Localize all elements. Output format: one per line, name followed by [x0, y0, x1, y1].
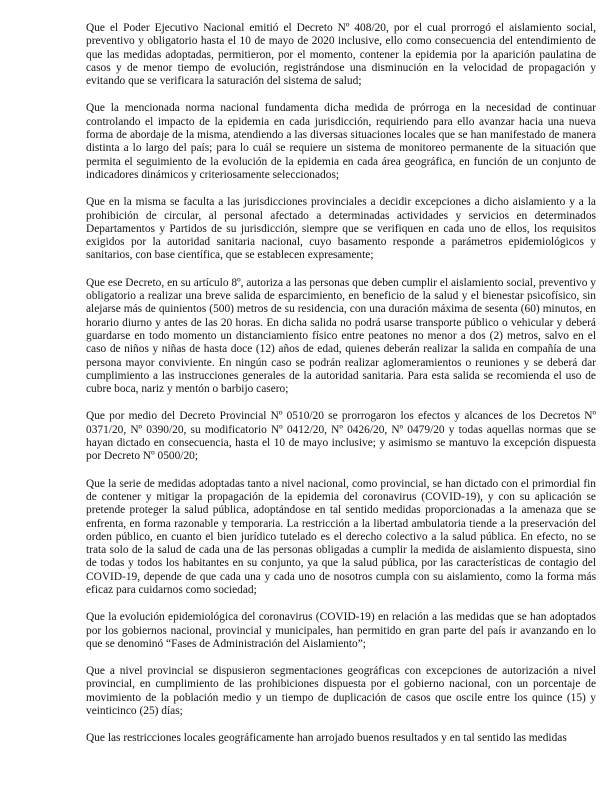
- paragraph-articulo-8: Que ese Decreto, en su artículo 8º, autoriza a las personas que deben cumplir el aislamiento social, preventivo y obligatorio a realizar una breve salida de esparcimiento, en beneficio de la salud y el bienestar psicofísico, sin alejarse más de quinientos (500) metros de su residencia, con una duración máxima de sesenta (60) minutos, en horario diurno y antes de las 20 horas. En dicha salida no podrá usarse transporte público o vehicular y deberá guardarse en todo momento un distanciamiento físico entre peatones no menor a dos (2) metros, salvo en el caso de niños y niñas de hasta doce (12) años de edad, quienes deberán realizar la salida en compañía de una persona mayor conviviente. En ningún caso se podrán realizar aglomeramientos o reuniones y se deberá dar cumplimiento a las instrucciones generales de la autoridad sanitaria. Para esta salida se recomienda el uso de cubre boca, nariz y mentón o barbijo casero;: [86, 276, 596, 396]
- paragraph-evolucion-epidemiologica: Que la evolución epidemiológica del coronavirus (COVID-19) en relación a las medidas que se han adoptados por los gobiernos nacional, provincial y municipales, han permitido en gran parte del país ir avanzando en lo que se denominó “Fases de Administración del Aislamiento”;: [86, 611, 596, 650]
- paragraph-medidas-adoptadas: Que la serie de medidas adoptadas tanto a nivel nacional, como provincial, se han dictado con el primordial fin de contener y mitigar la propagación de la epidemia del coronavirus (COVID-19), y con su aplicación se pretende proteger la salud pública, adoptándose en tal sentido medidas proporcionadas a la amenaza que se enfrenta, en forma razonable y temporaria. La restricción a la libertad ambulatoria tiende a la preservación del orden público, en cuanto el bien jurídico tutelado es el derecho colectivo a la salud pública. En efecto, no se trata solo de la salud de cada una de las personas obligadas a cumplir la medida de aislamiento dispuesta, sino de todas y todos los habitantes en su conjunto, ya que la salud pública, por las características de contagio del COVID-19, depende de que cada una y cada uno de nosotros cumpla con su aislamiento, como la forma más eficaz para cuidarnos como sociedad;: [86, 477, 596, 596]
- paragraph-restricciones-locales: Que las restricciones locales geográficamente han arrojado buenos resultados y en tal sentido las medidas: [86, 732, 567, 745]
- document-page: [86, 22, 596, 760]
- paragraph-excepciones-jurisdicciones: Que en la misma se faculta a las jurisdicciones provinciales a decidir excepciones a dicho aislamiento y a la prohibición de circular, al personal afectado a determinadas actividades y servicios en determinados Departamentos y Partidos de su jurisdicción, siempre que se verifiquen en cada uno de ellos, los requisitos exigidos por la autoridad sanitaria nacional, cuyo basamento responde a parámetros epidemiológicos y sanitarios, con base científica, que se establecen expresamente;: [86, 196, 596, 262]
- paragraph-segmentaciones-geograficas: Que a nivel provincial se dispusieron segmentaciones geográficas con excepciones de autorización a nivel provincial, en cumplimiento de las prohibiciones dispuesta por el gobierno nacional, con un porcentaje de movimiento de la población medio y un tiempo de duplicación de casos que oscile entre los quince (15) y veinticinco (25) días;: [86, 665, 596, 718]
- paragraph-prorroga-fundamento: Que la mencionada norma nacional fundamenta dicha medida de prórroga en la necesidad de continuar controlando el impacto de la epidemia en cada jurisdicción, requiriendo para ello avanzar hacia una nueva forma de abordaje de la misma, atendiendo a las diversas situaciones locales que se han manifestado de manera distinta a lo largo del país; para lo cuál se requiere un sistema de monitoreo permanente de la situación que permita el seguimiento de la evolución de la epidemia en cada área geográfica, en función de un conjunto de indicadores dinámicos y criteriosamente seleccionados;: [86, 102, 596, 181]
- paragraph-decreto-408: Que el Poder Ejecutivo Nacional emitió el Decreto Nº 408/20, por el cual prorrogó el aislamiento social, preventivo y obligatorio hasta el 10 de mayo de 2020 inclusive, ello como consecuencia del entendimiento de que las medidas adoptadas, permitieron, por el momento, contener la epidemia por la aparición paulatina de casos y de menor tiempo de evolución, registrándose una disminución en la velocidad de propagación y evitando que se verificara la saturación del sistema de salud;: [86, 22, 596, 88]
- paragraph-decreto-provincial-0510: Que por medio del Decreto Provincial Nº 0510/20 se prorrogaron los efectos y alcances de los Decretos Nº 0371/20, Nº 0390/20, su modificatorio Nº 0412/20, Nº 0426/20, Nº 0479/20 y todas aquellas normas que se hayan dictado en consecuencia, hasta el 10 de mayo inclusive; y asimismo se mantuvo la excepción dispuesta por Decreto Nº 0500/20;: [86, 410, 596, 463]
